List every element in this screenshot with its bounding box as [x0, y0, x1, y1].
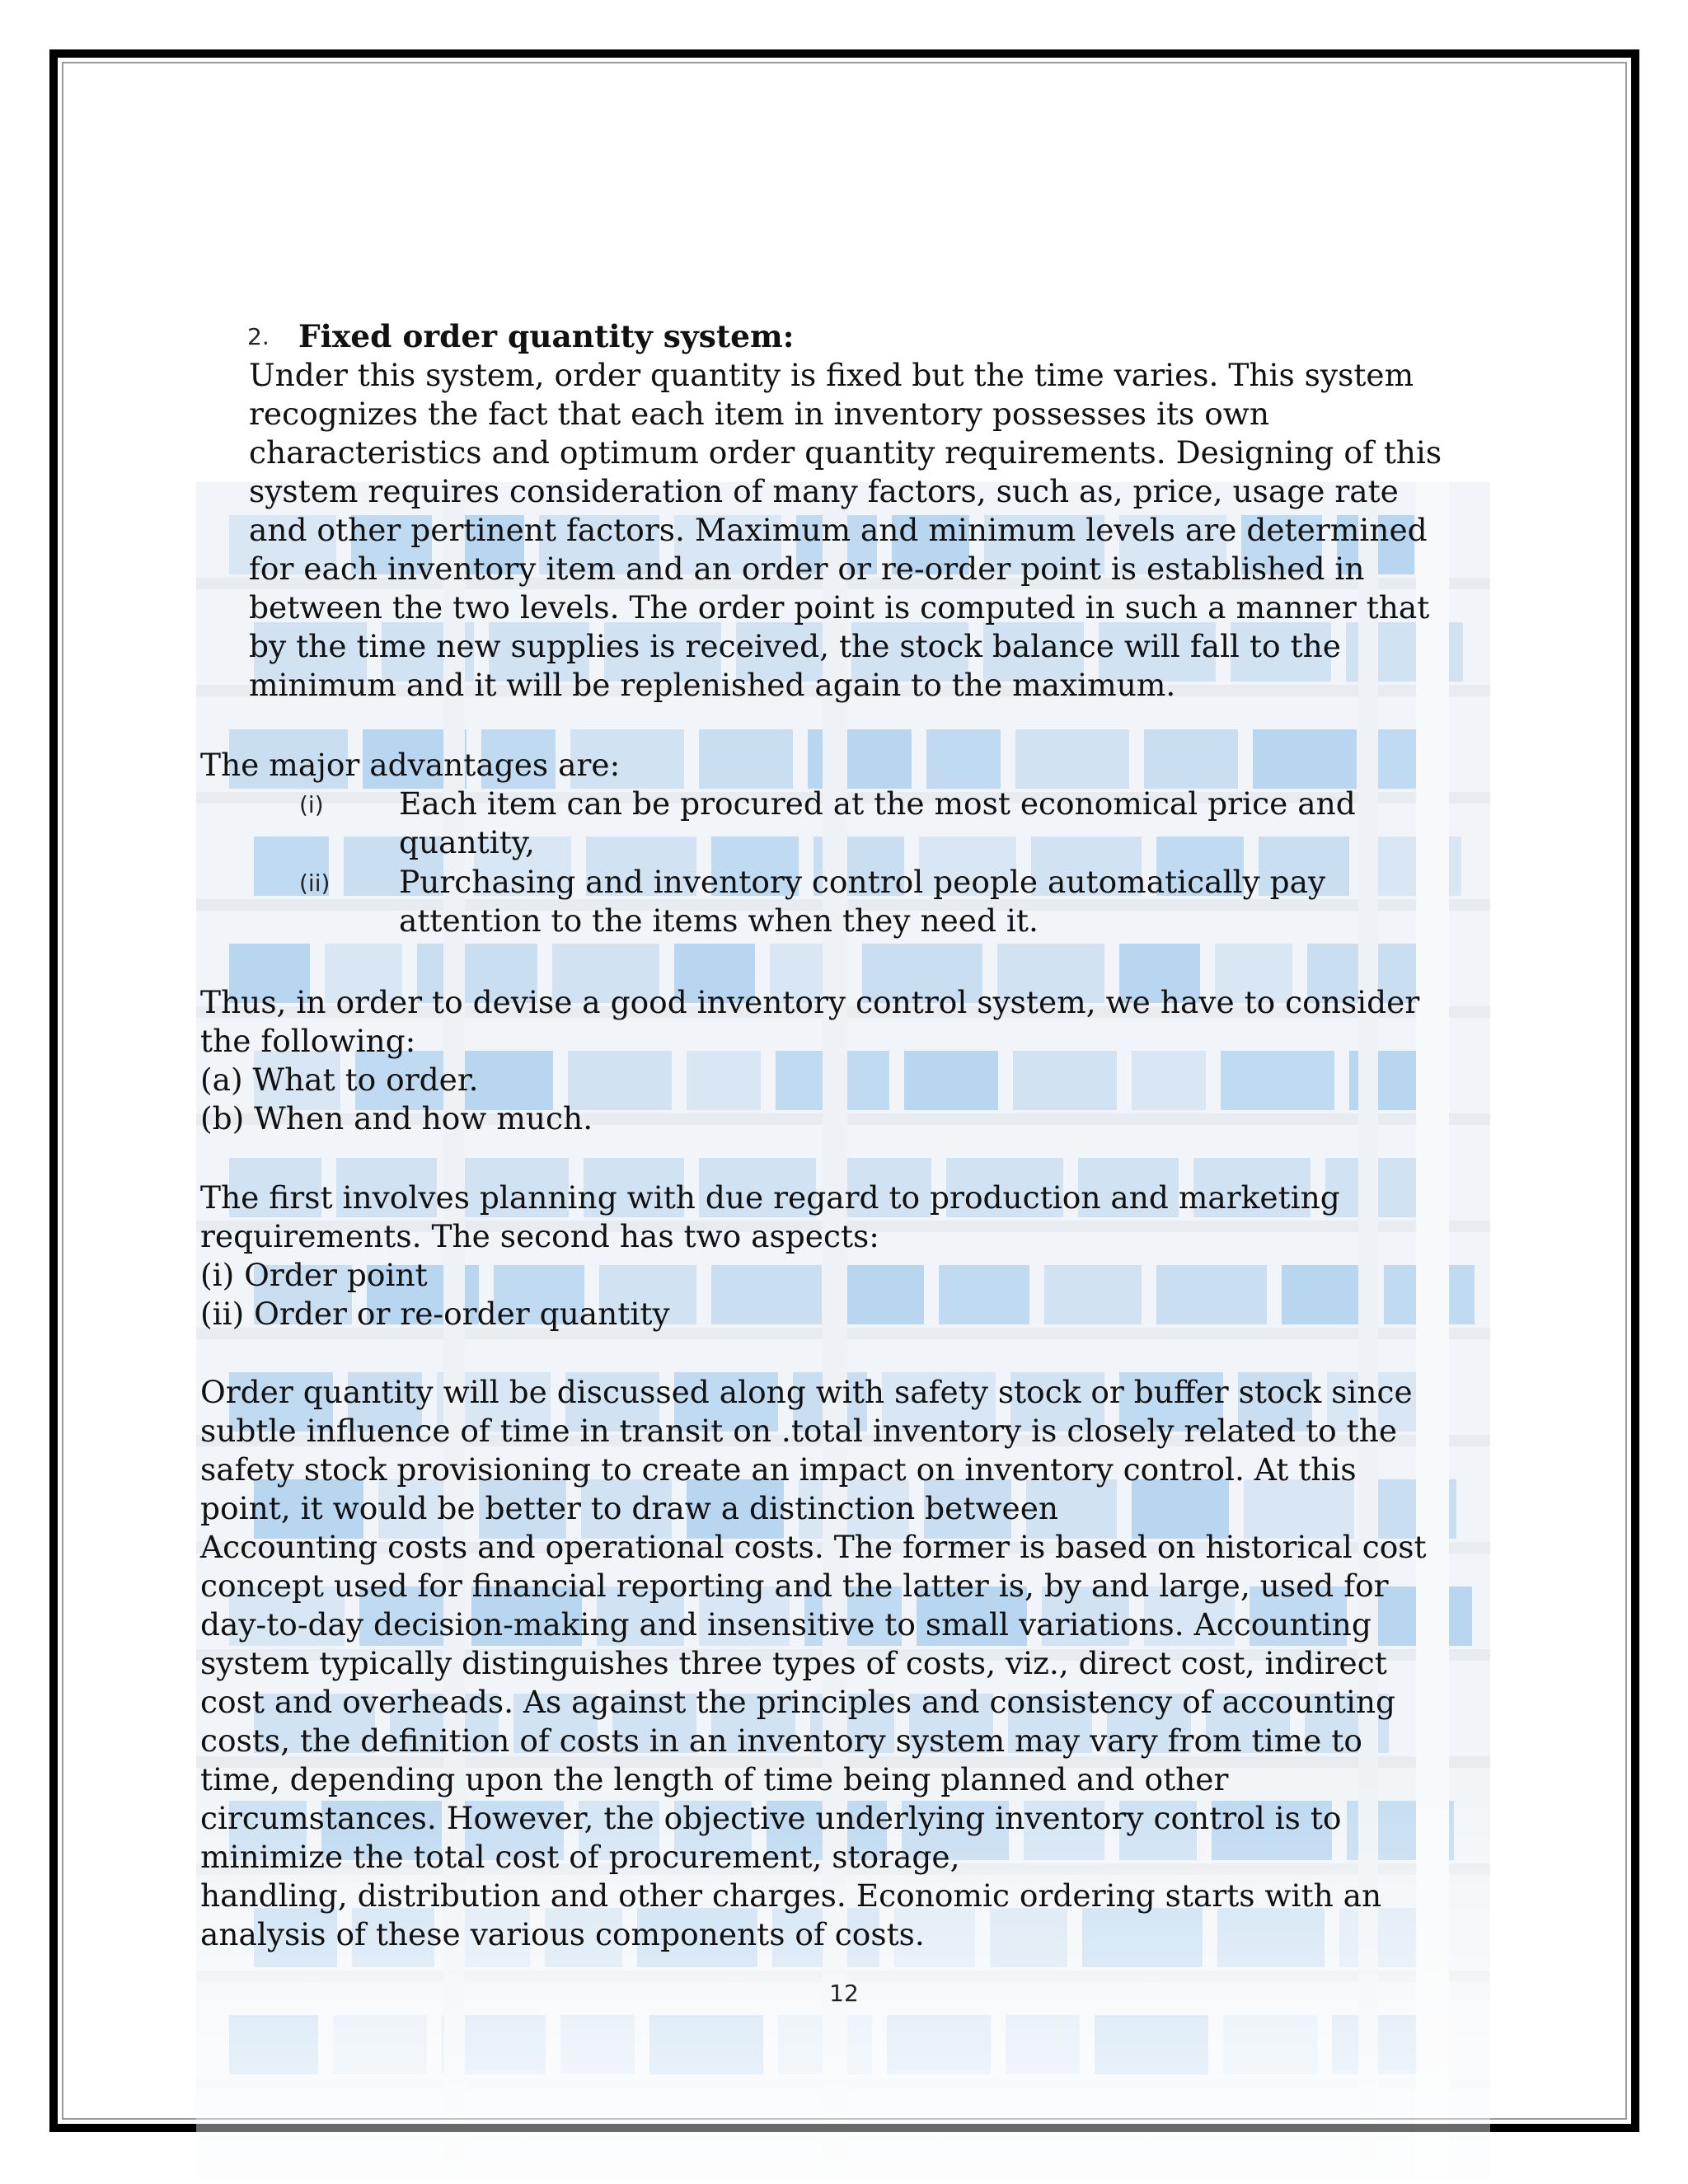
- section-paragraph-line: characteristics and optimum order quantity requirements. Designing of this: [249, 434, 1442, 471]
- costs-line: Order quantity will be discussed along with safety stock or buffer stock since: [200, 1374, 1413, 1410]
- costs-line: cost and overheads. As against the principles and consistency of accounting: [200, 1684, 1396, 1720]
- list-marker: (ii): [299, 869, 331, 897]
- consider-line: (b) When and how much.: [200, 1100, 593, 1137]
- aspects-line: The first involves planning with due regard to production and marketing: [200, 1179, 1340, 1216]
- costs-line: system typically distinguishes three types of costs, viz., direct cost, indirect: [200, 1645, 1387, 1681]
- costs-line: costs, the definition of costs in an inventory system may vary from time to: [200, 1722, 1362, 1759]
- costs-line: circumstances. However, the objective underlying inventory control is to: [200, 1800, 1342, 1836]
- costs-line: Accounting costs and operational costs. The former is based on historical cost: [200, 1529, 1427, 1565]
- page-number: 12: [829, 1980, 859, 2007]
- aspects-line: (ii) Order or re-order quantity: [200, 1296, 670, 1332]
- consider-line: (a) What to order.: [200, 1062, 479, 1098]
- advantage-line: Purchasing and inventory control people automatically pay: [399, 864, 1326, 900]
- section-paragraph-line: Under this system, order quantity is fixed but the time varies. This system: [249, 357, 1414, 393]
- costs-line: safety stock provisioning to create an impact on inventory control. At this: [200, 1451, 1357, 1488]
- advantage-line: attention to the items when they need it.: [399, 902, 1039, 939]
- section-paragraph-line: minimum and it will be replenished again to the maximum.: [249, 667, 1176, 703]
- advantage-line: Each item can be procured at the most economical price and: [399, 785, 1356, 822]
- consider-line: the following:: [200, 1023, 416, 1059]
- costs-line: handling, distribution and other charges. Economic ordering starts with an: [200, 1877, 1382, 1914]
- advantage-line: quantity,: [399, 824, 535, 860]
- aspects-line: (i) Order point: [200, 1257, 428, 1293]
- section-paragraph-line: and other pertinent factors. Maximum and minimum levels are determined: [249, 512, 1428, 548]
- section-heading: Fixed order quantity system:: [298, 318, 795, 354]
- section-paragraph-line: for each inventory item and an order or re-order point is established in: [249, 551, 1365, 587]
- advantages-intro: The major advantages are:: [200, 747, 621, 783]
- section-paragraph-line: by the time new supplies is received, the stock balance will fall to the: [249, 628, 1341, 664]
- section-paragraph-line: between the two levels. The order point is computed in such a manner that: [249, 589, 1430, 626]
- costs-line: point, it would be better to draw a distinction between: [200, 1490, 1059, 1526]
- costs-line: day-to-day decision-making and insensitive to small variations. Accounting: [200, 1606, 1372, 1643]
- costs-line: analysis of these various components of costs.: [200, 1916, 925, 1952]
- consider-line: Thus, in order to devise a good inventory control system, we have to consider: [200, 984, 1420, 1020]
- costs-line: time, depending upon the length of time being planned and other: [200, 1761, 1229, 1797]
- costs-line: minimize the total cost of procurement, storage,: [200, 1839, 960, 1875]
- aspects-line: requirements. The second has two aspects:: [200, 1218, 879, 1254]
- section-paragraph-line: system requires consideration of many factors, such as, price, usage rate: [249, 473, 1399, 509]
- section-number: 2.: [247, 323, 270, 350]
- list-marker: (i): [299, 791, 324, 818]
- section-paragraph-line: recognizes the fact that each item in inventory possesses its own: [249, 396, 1270, 432]
- costs-line: subtle influence of time in transit on .total inventory is closely related to the: [200, 1413, 1398, 1449]
- costs-line: concept used for financial reporting and the latter is, by and large, used for: [200, 1568, 1389, 1604]
